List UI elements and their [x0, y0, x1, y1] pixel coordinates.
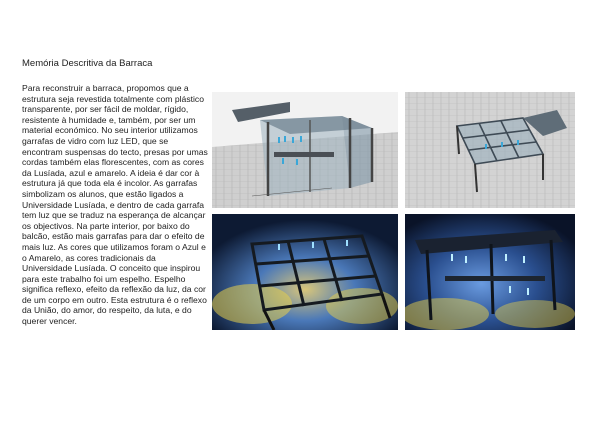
render-day-top-image: [405, 92, 575, 208]
render-day-perspective-image: [212, 92, 398, 208]
render-night-top-image: [212, 214, 398, 330]
render-night-perspective-image: [405, 214, 575, 330]
page-title: Memória Descritiva da Barraca: [22, 58, 153, 69]
description-paragraph: Para reconstruir a barraca, propomos que a estrutura seja revestida totalmente com plástico transparente, por ser fácil de moldar, rígido, resistente à humidade e, também, por ser um material económico. No seu interior utilizamos garrafas de vidro com luz LED, que se encontram suspensas do tecto, presas por umas cordas também elas florescentes, com as cores da Lusíada, azul e amarelo. A ideia é dar cor à estrutura já que toda ela é incolor. As garrafas simbolizam os alunos, que estão ligados a Universidade Lusíada, e dentro de cada garrafa tem luz que se traduz na esperança de alcançar os objectivos. Na parte interior, por baixo do balcão, estão mais garrafas para dar o efeito de mais luz. As cores que utilizamos foram o Azul e o Amarelo, as cores tradicionais da Universidade Lusíada. O conceito que inspirou para este trabalho foi um espelho. Espelho significa reflexo, efeito da reflexão da luz, da cor de um corpo em outro. Esta estrutura é o reflexo da União, do amor, do respeito, da luta, e do querer vencer.: [22, 83, 208, 327]
